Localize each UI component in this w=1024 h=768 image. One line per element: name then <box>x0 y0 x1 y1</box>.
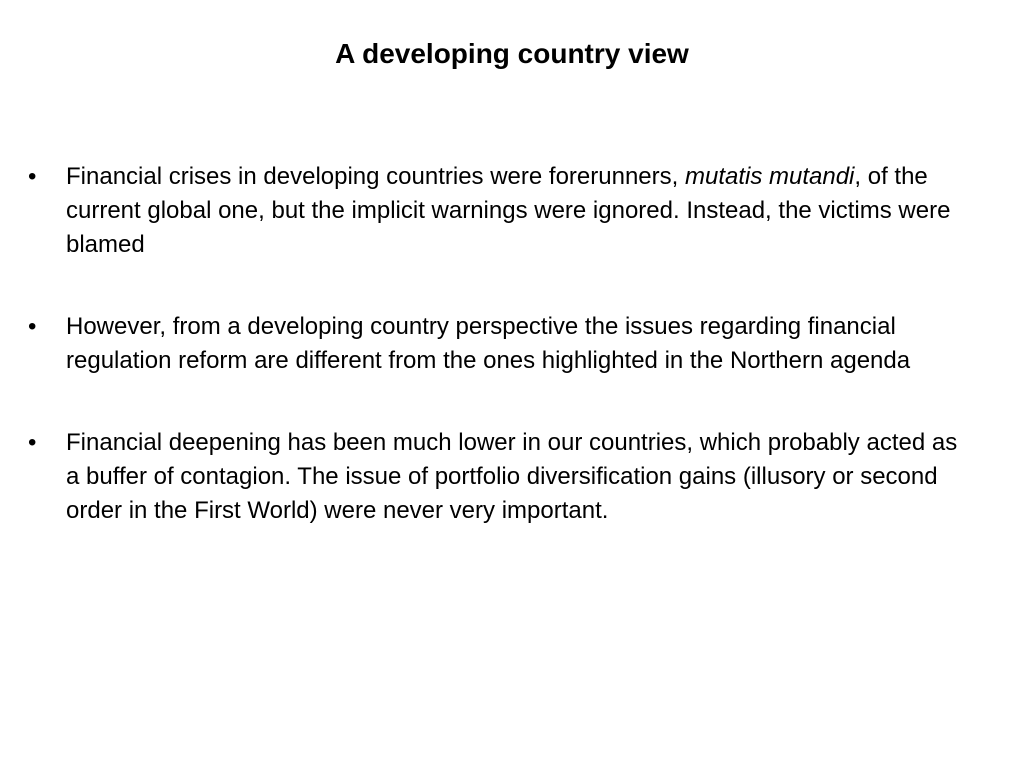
bullet-icon: • <box>28 313 37 340</box>
bullet-1-italic-phrase: mutatis mutandi <box>684 163 855 190</box>
bullet-1-text-start: Financial crises in developing countries were forerunners, <box>66 163 685 190</box>
bullet-item-3 <box>28 426 958 528</box>
bullet-2-text: However, from a developing country perspective the issues regarding financial regulation reform are different from the ones highlighted in the Northern agenda <box>66 313 911 374</box>
bullet-1-text-end: , of the current global one, but the implicit warnings were ignored. Instead, the victims were blamed <box>66 163 951 258</box>
bullet-item-1 <box>28 160 958 262</box>
bullet-icon: • <box>28 429 37 456</box>
bullet-icon: • <box>28 163 37 190</box>
slide-title: A developing country view <box>335 38 689 69</box>
bullet-item-2 <box>28 310 958 378</box>
bullet-3-text: Financial deepening has been much lower in our countries, which probably acted as a buffer of contagion. The issue of portfolio diversification gains (illusory or second order in the First World) were never very important. <box>66 429 958 524</box>
bullet-list <box>28 160 958 576</box>
